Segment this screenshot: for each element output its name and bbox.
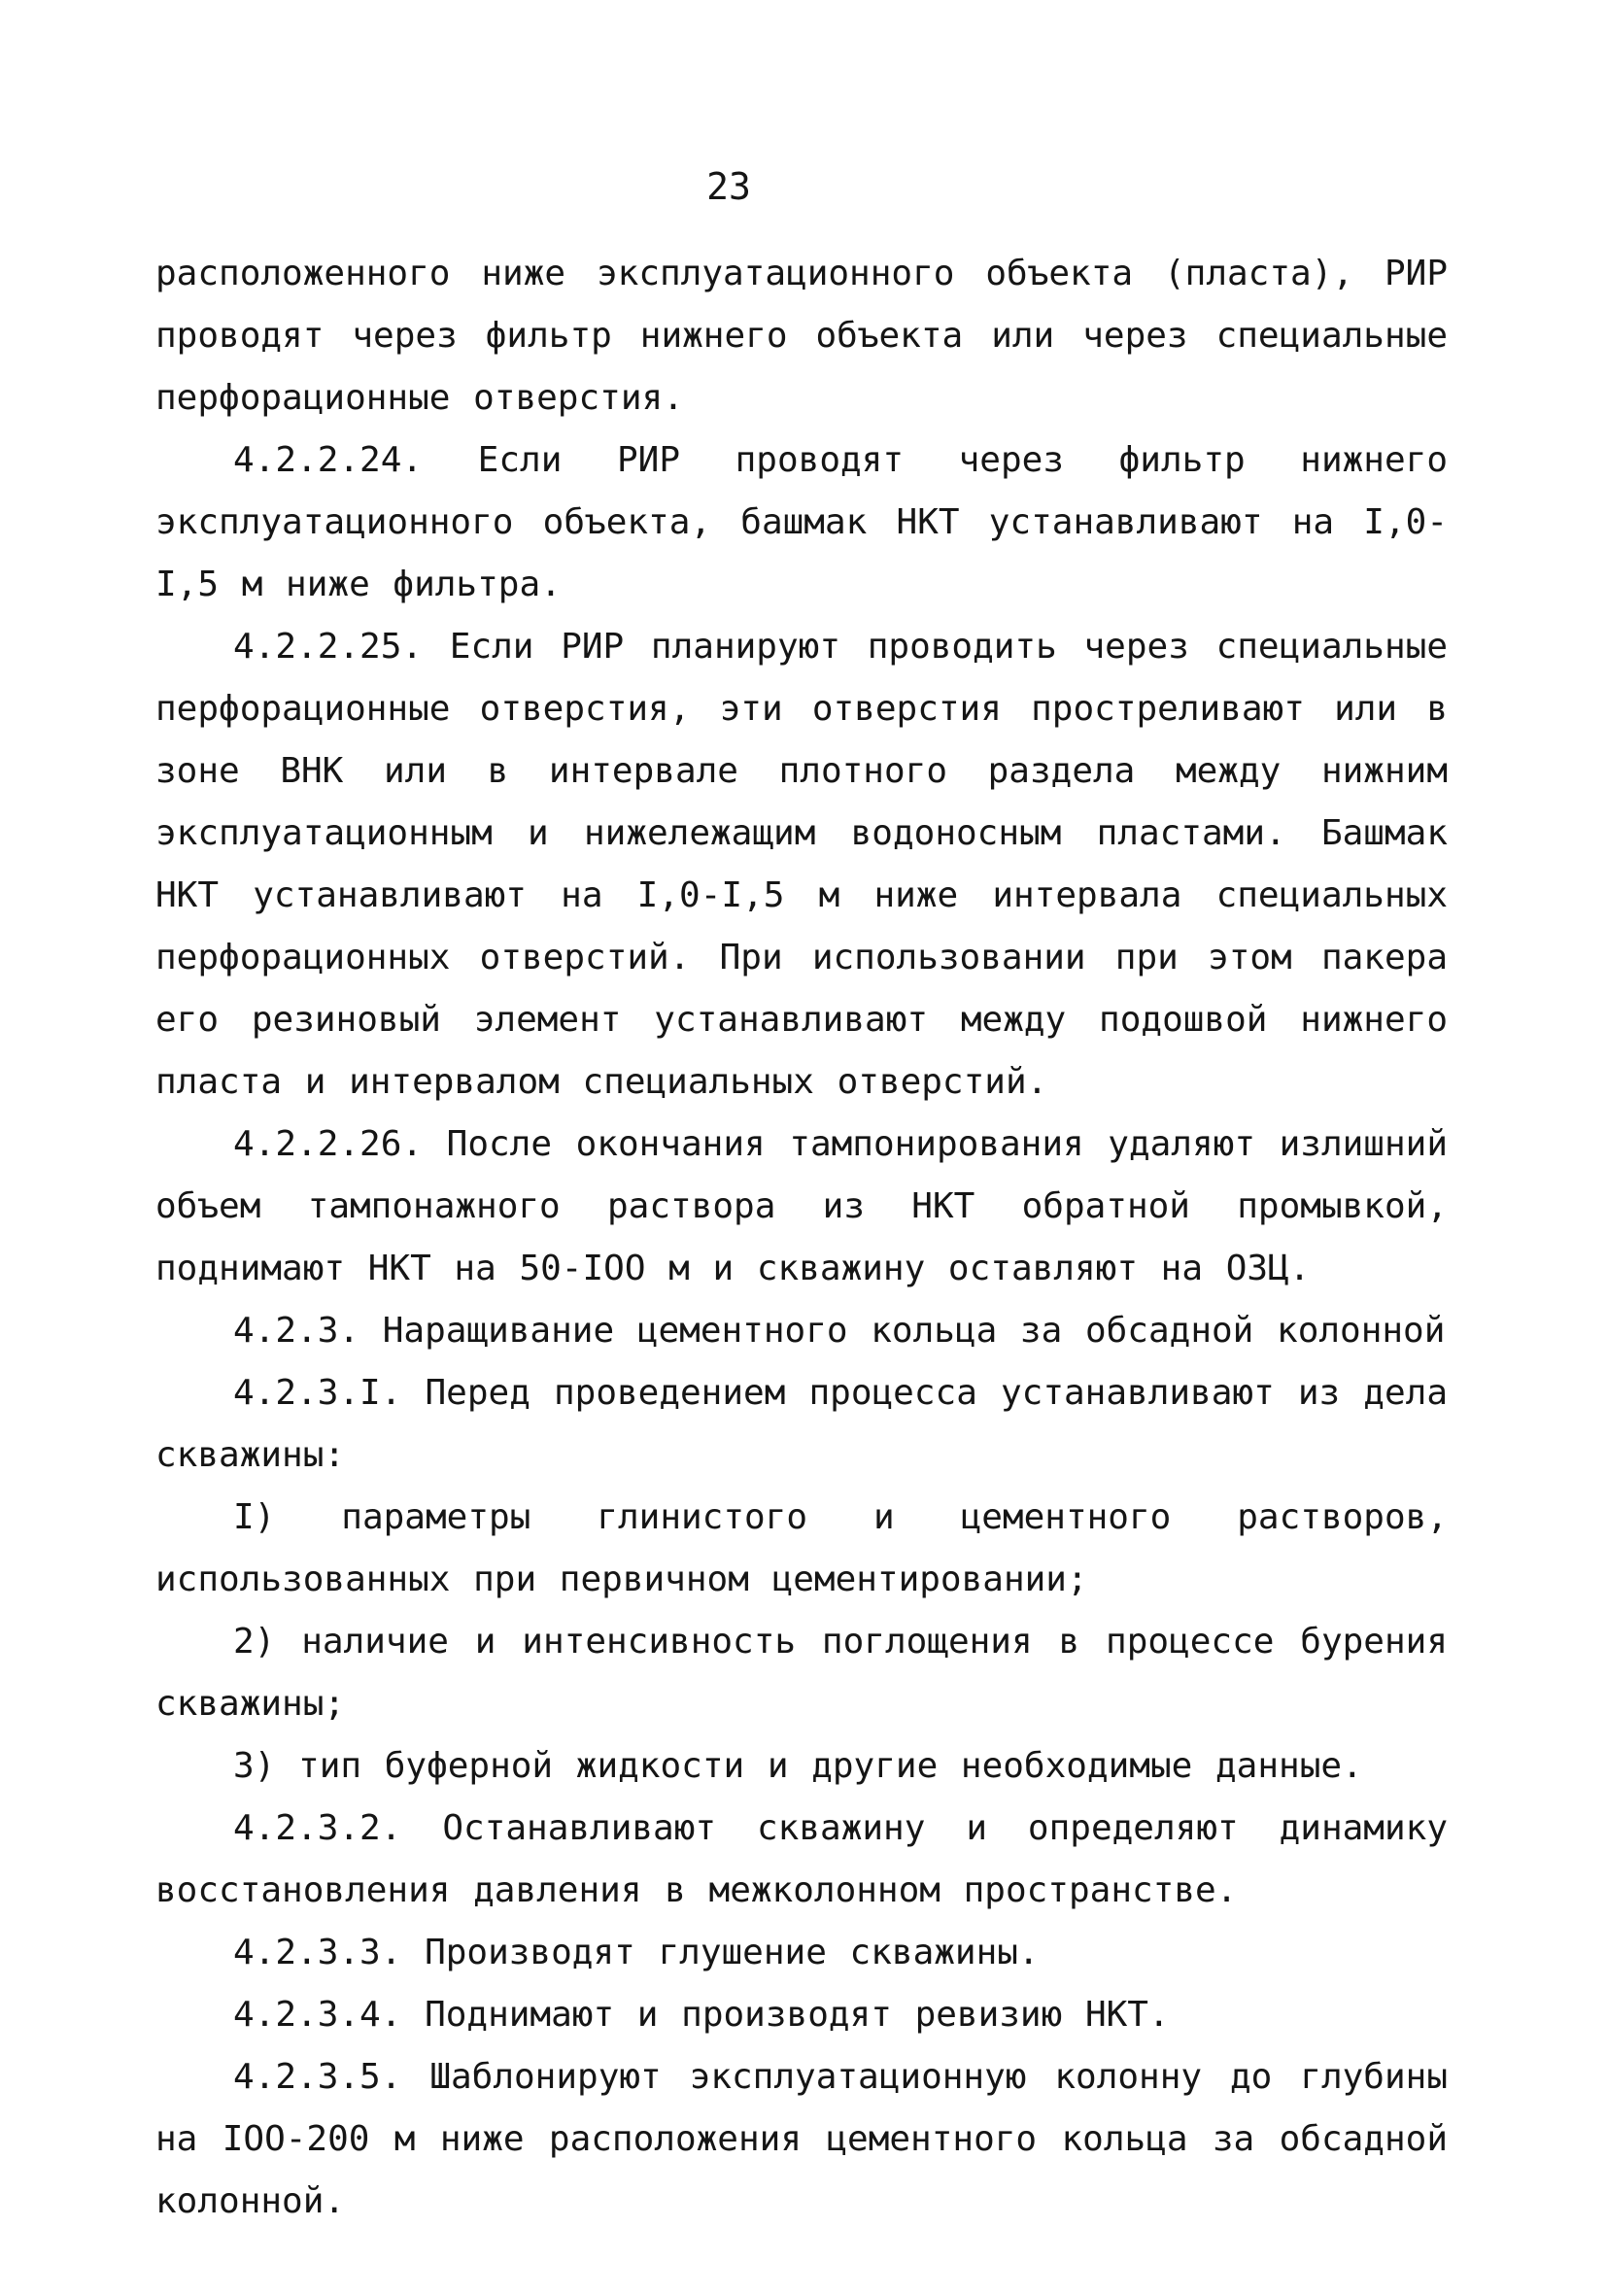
paragraph-4-2-2-25: 4.2.2.25. Если РИР планируют проводить через специальные перфорационные отверстия, эти отверстия простреливают или в зоне ВНК или в интервале плотного раздела между нижним эксплуатационным и нижележащим водоносным пластами. Башмак НКТ устанавливают на I,0-I,5 м ниже интервала специальных перфорационных отверстий. При использовании при этом пакера его резиновый элемент устанавливают между подошвой нижнего пласта и интервалом специальных отверстий. <box>155 627 1448 1102</box>
page-number: 23 <box>706 165 751 208</box>
paragraph-4-2-3-3: 4.2.3.3. Производят глушение скважины. <box>233 1933 1040 1972</box>
paragraph-continuation: расположенного ниже эксплуатационного объекта (пласта), РИР проводят через фильтр нижнего объекта или через специальные перфорационные отверстия. <box>155 254 1448 418</box>
list-item-3: 3) тип буферной жидкости и другие необходимые данные. <box>233 1746 1363 1786</box>
paragraph-4-2-2-24: 4.2.2.24. Если РИР проводят через фильтр нижнего эксплуатационного объекта, башмак НКТ устанавливают на I,0-I,5 м ниже фильтра. <box>155 440 1448 604</box>
list-item-2: 2) наличие и интенсивность поглощения в процессе бурения скважины; <box>155 1622 1448 1724</box>
paragraph-4-2-2-26: 4.2.2.26. После окончания тампонирования удаляют излишний объем тампонажного раствора из НКТ обратной промывкой, поднимают НКТ на 50-IOO м и скважину оставляют на ОЗЦ. <box>155 1124 1448 1288</box>
document-body <box>155 243 1448 2233</box>
paragraph-4-2-3-1: 4.2.3.I. Перед проведением процесса устанавливают из дела скважины: <box>155 1373 1448 1475</box>
section-heading-4-2-3: 4.2.3. Наращивание цементного кольца за обсадной колонной <box>233 1311 1446 1351</box>
paragraph-4-2-3-4: 4.2.3.4. Поднимают и производят ревизию НКТ. <box>233 1995 1170 2035</box>
list-item-1: I) параметры глинистого и цементного растворов, использованных при первичном цементировании; <box>155 1497 1448 1599</box>
paragraph-4-2-3-2: 4.2.3.2. Останавливают скважину и определяют динамику восстановления давления в межколонном пространстве. <box>155 1808 1448 1910</box>
paragraph-4-2-3-5: 4.2.3.5. Шаблонируют эксплуатационную колонну до глубины на IOO-200 м ниже расположения цементного кольца за обсадной колонной. <box>155 2057 1448 2221</box>
